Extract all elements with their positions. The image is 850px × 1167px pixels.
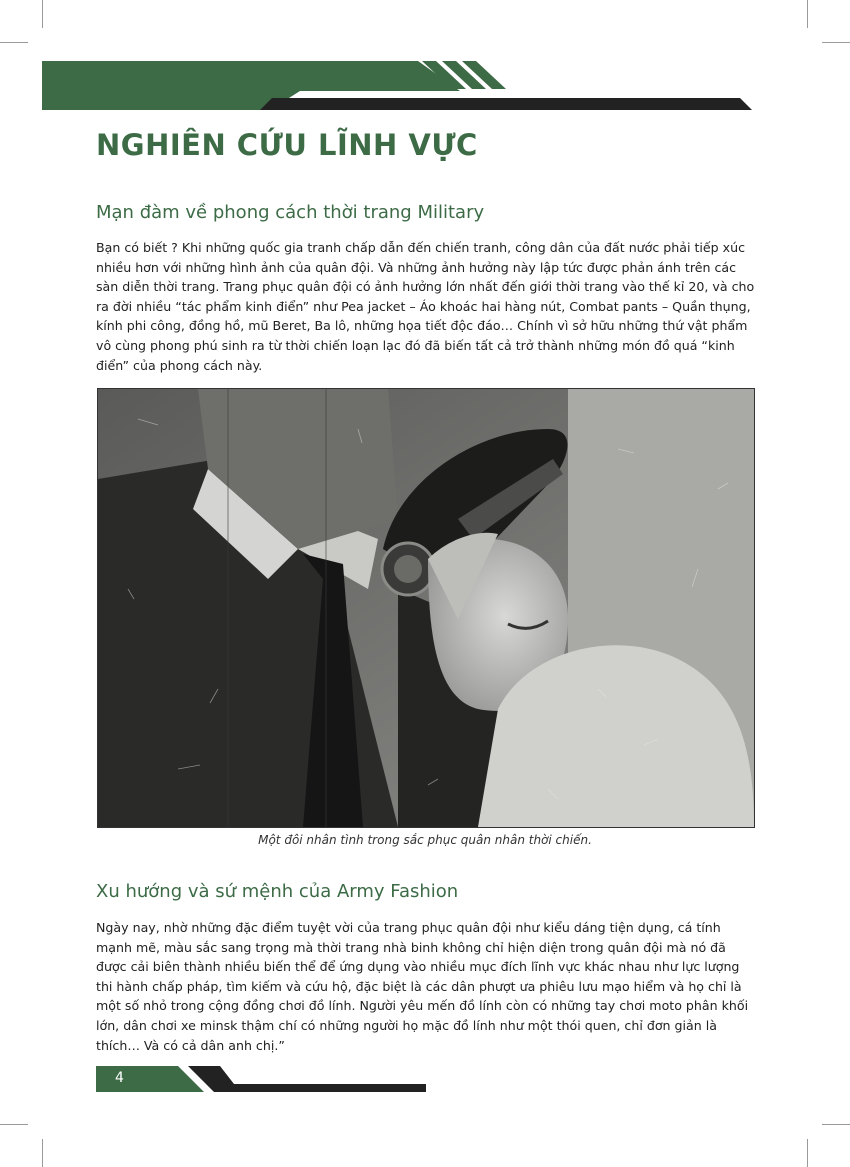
crop-mark [0,42,28,43]
section-heading-army-fashion: Xu hướng và sứ mệnh của Army Fashion [96,881,459,902]
crop-mark [42,0,43,28]
page-number: 4 [115,1070,124,1086]
crop-mark [0,1124,28,1125]
couple-photo [97,388,755,828]
crop-mark [807,0,808,28]
header-banner [0,55,760,117]
footer-dark-band [200,1066,426,1092]
crop-mark [822,42,850,43]
crop-mark [807,1139,808,1167]
footer-banner [96,1064,431,1094]
section-paragraph-military: Bạn có biết ? Khi những quốc gia tranh chấp dẫn đến chiến tranh, công dân của đất nước phải tiếp xúc nhiều hơn với những hình ảnh của quân đội. Và những ảnh hưởng này lập tức được phản ánh trên các sàn diễn thời trang. Trang phục quân đội có ảnh hưởng lớn nhất đến giới thời trang vào thế kỉ 20, và cho ra đời nhiều “tác phẩm kinh điển” như Pea jacket – Áo khoác hai hàng nút, Combat pants – Quần thụng, kính phi công, đồng hồ, mũ Beret, Ba lô, những họa tiết độc đáo… Chính vì sở hữu những thứ vật phẩm vô cùng phong phú sinh ra từ thời chiến loạn lạc đó đã biến tất cả trở thành những món đồ quá “kinh điển” của phong cách này. [96,240,755,373]
footer-green-tab [96,1066,204,1092]
crop-mark [822,1124,850,1125]
header-dark-band [260,98,752,110]
photo-caption: Một đôi nhân tình trong sắc phục quân nhân thời chiến. [258,833,592,847]
section-heading-military: Mạn đàm về phong cách thời trang Military [96,202,485,223]
page-title: NGHIÊN CỨU LĨNH VỰC [96,128,478,162]
crop-mark [42,1139,43,1167]
section-paragraph-army-fashion: Ngày nay, nhờ những đặc điểm tuyệt vời của trang phục quân đội như kiểu dáng tiện dụng, cá tính mạnh mẽ, màu sắc sang trọng mà thời trang nhà binh không chỉ hiện diện trong quân đội mà nó đã được cải biên thành nhiều biến thể để ứng dụng vào nhiều mục đích lĩnh vực khác nhau như lực lượng thi hành chấp pháp, tìm kiếm và cứu hộ, đặc biệt là các dân phượt ưa phiêu lưu mạo hiểm và họ chỉ là một số nhỏ trong cộng đồng chơi đồ lính. Người yêu mến đồ lính còn có những tay chơi moto phân khối lớn, dân chơi xe minsk thậm chí có những người họ mặc đồ lính như một thói quen, chỉ đơn giản là thích… Và có cả dân anh chị.” [96,920,749,1053]
